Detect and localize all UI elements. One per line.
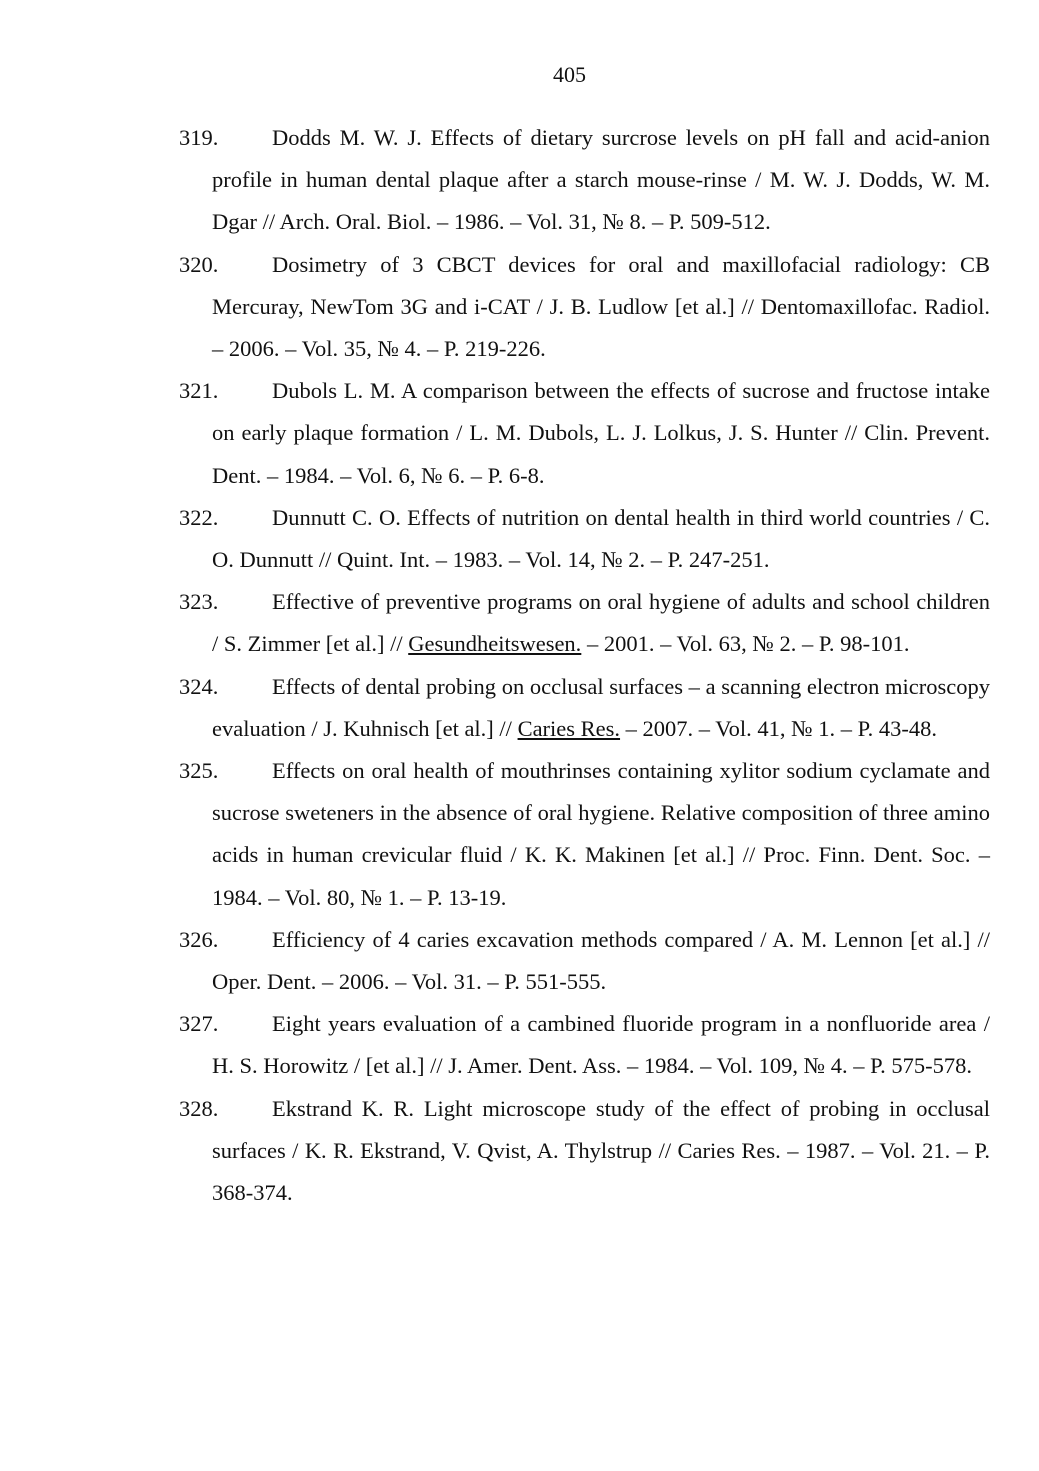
page-number: 405 [553, 62, 586, 87]
reference-item [179, 244, 990, 371]
reference-number: 327. [179, 1011, 219, 1037]
reference-text: Effects on oral health of mouthrinses containing xylitor sodium cyclamate and sucrose sweteners in the absence of oral hygiene. Relative composition of three amino acids in human crevicular fluid / K. K. Makinen [et al.] // Proc. Finn. Dent. Soc. – 1984. – Vol. 80, № 1. – P. 13-19. [212, 758, 990, 910]
reference-text: Dubols L. M. A comparison between the effects of sucrose and fructose intake on early plaque formation / L. M. Dubols, L. J. Lolkus, J. S. Hunter // Clin. Prevent. Dent. – 1984. – Vol. 6, № 6. – P. 6-8. [212, 378, 990, 488]
reference-item [179, 370, 990, 497]
reference-text: Efficiency of 4 caries excavation methods compared / A. M. Lennon [et al.] // Oper. Dent. – 2006. – Vol. 31. – P. 551-555. [212, 926, 990, 995]
reference-number: 328. [179, 1095, 219, 1121]
reference-text: – 2007. – Vol. 41, № 1. – P. 43-48. [620, 715, 937, 741]
reference-text: Effective of preventive programs on oral hygiene of adults and school children / S. Zimmer [et al.] // [212, 589, 990, 657]
reference-text: – 2001. – Vol. 63, № 2. – P. 98-101. [581, 631, 910, 657]
reference-number: 322. [179, 504, 219, 530]
reference-number: 326. [179, 926, 219, 952]
reference-number: 325. [179, 758, 219, 784]
reference-number: 323. [179, 589, 219, 615]
journal-link[interactable]: Gesundheitswesen. [408, 631, 582, 657]
reference-number: 321. [179, 378, 219, 404]
reference-item [179, 497, 990, 581]
reference-text: Effects of dental probing on occlusal surfaces – a scanning electron microscopy evaluation / J. Kuhnisch [et al.] // [212, 673, 990, 741]
reference-item [179, 1088, 990, 1215]
reference-number: 324. [179, 673, 219, 699]
reference-text: Ekstrand K. R. Light microscope study of the effect of probing in occlusal surfaces / K. R. Ekstrand, V. Qvist, A. Thylstrup // Caries Res. – 1987. – Vol. 21. – P. 368-374. [212, 1095, 990, 1206]
reference-number: 320. [179, 251, 219, 277]
reference-item [179, 581, 990, 665]
reference-item [179, 750, 990, 919]
reference-number: 319. [179, 125, 219, 150]
reference-text: Eight years evaluation of a cambined fluoride program in a nonfluoride area / H. S. Horowitz / [et al.] // J. Amer. Dent. Ass. – 1984. – Vol. 109, № 4. – P. 575-578. [212, 1011, 990, 1079]
reference-text: Dosimetry of 3 CBCT devices for oral and maxillofacial radiology: CB Mercuray, NewTom 3G and i-CAT / J. B. Ludlow [et al.] // Dentomaxillofac. Radiol. – 2006. – Vol. 35, № 4. – P. 219-226. [212, 251, 990, 362]
reference-item [179, 117, 990, 244]
reference-item [179, 919, 990, 1003]
reference-item [179, 666, 990, 750]
reference-list [179, 117, 990, 1214]
reference-text: Dunnutt C. O. Effects of nutrition on dental health in third world countries / C. O. Dunnutt // Quint. Int. – 1983. – Vol. 14, № 2. – P. 247-251. [212, 504, 990, 573]
reference-text: Dodds M. W. J. Effects of dietary surcrose levels on pH fall and acid-anion profile in human dental plaque after a starch mouse-rinse / M. W. J. Dodds, W. M. Dgar // Arch. Oral. Biol. – 1986. – Vol. 31, № 8. – P. 509-512. [212, 125, 990, 235]
reference-item [179, 1003, 990, 1087]
journal-link[interactable]: Caries Res. [517, 715, 621, 741]
